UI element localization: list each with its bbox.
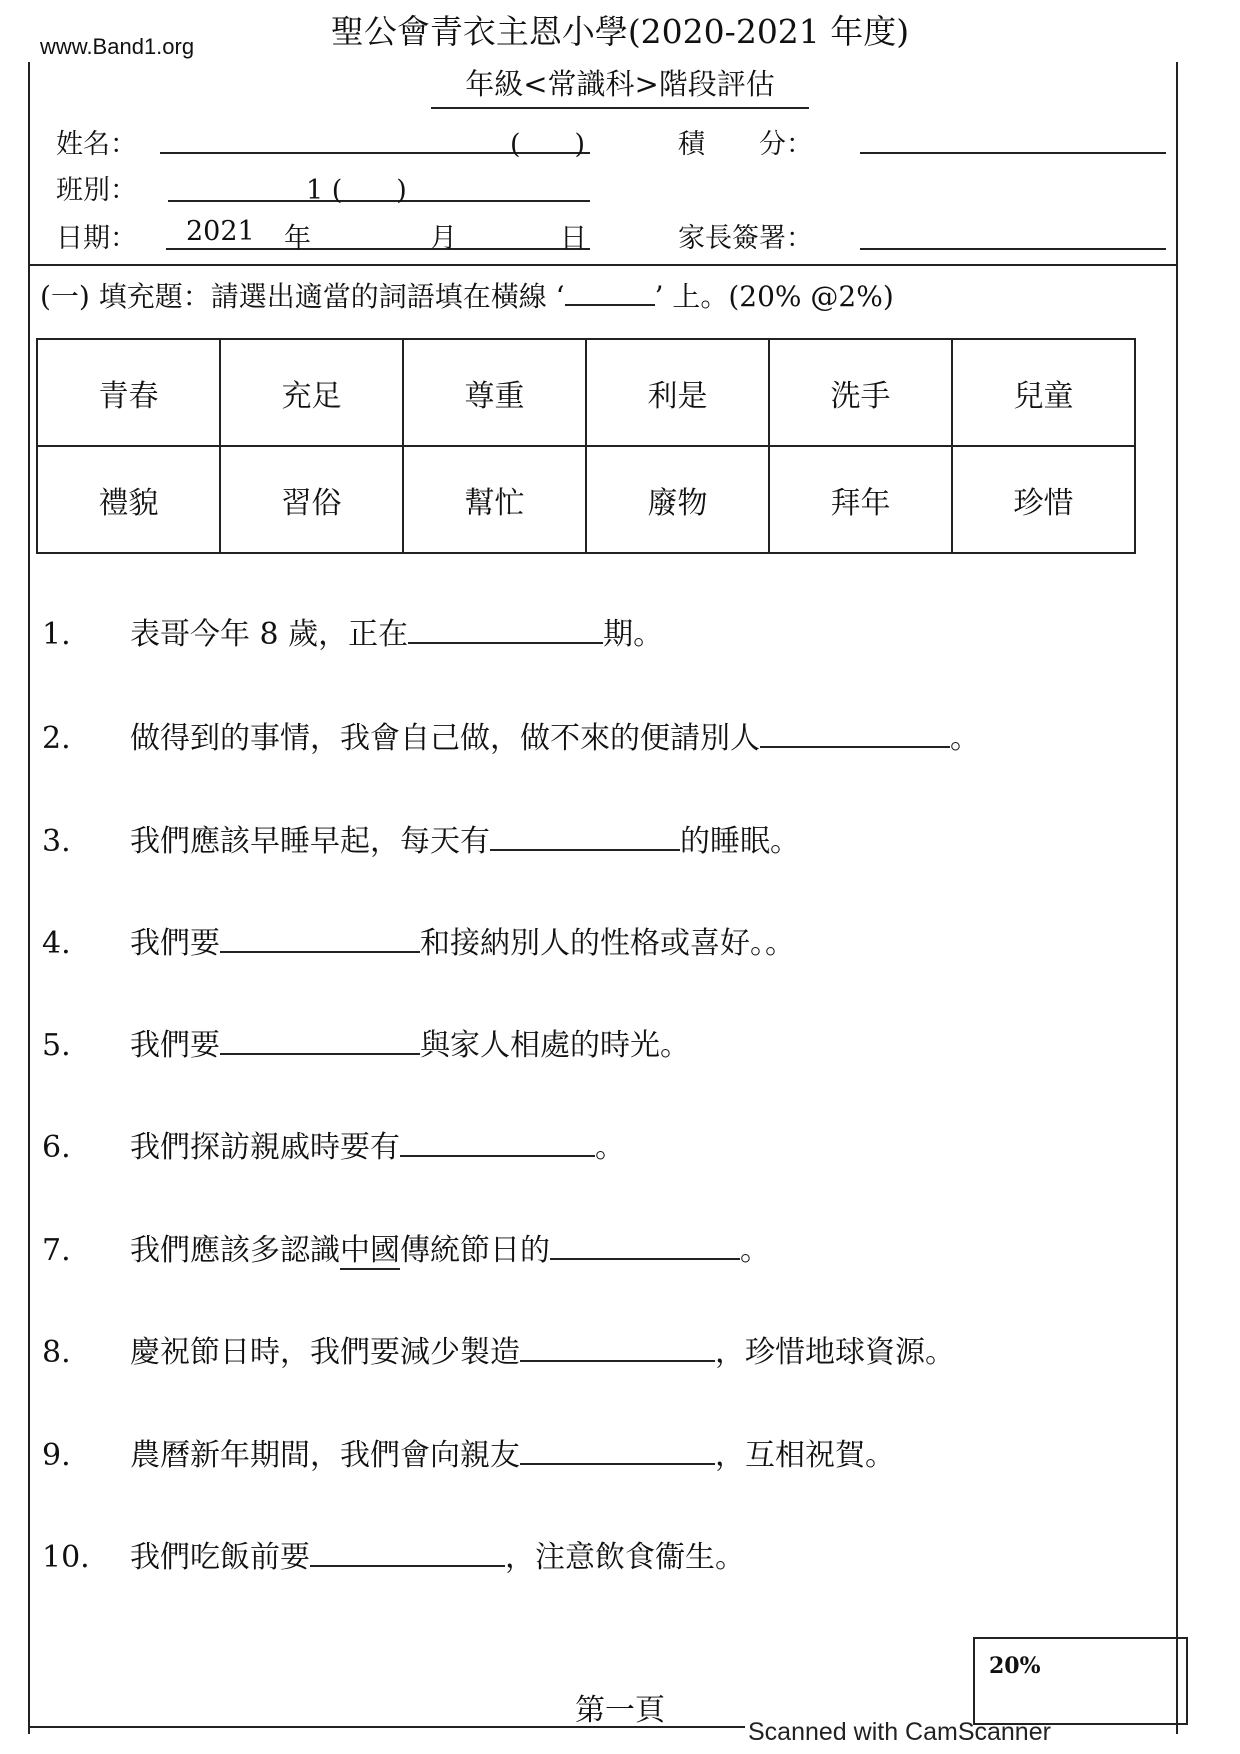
question-number: 7. bbox=[42, 1233, 71, 1268]
question-number: 2. bbox=[42, 721, 71, 756]
date-label: 日期： bbox=[56, 223, 137, 254]
name-number-paren: ( ) bbox=[510, 129, 586, 160]
question-number: 9. bbox=[42, 1438, 71, 1473]
answer-blank[interactable] bbox=[220, 925, 420, 953]
answer-blank[interactable] bbox=[220, 1027, 420, 1055]
word-bank-cell: 尊重 bbox=[403, 339, 586, 446]
word-bank-cell: 青春 bbox=[37, 339, 220, 446]
score-field[interactable] bbox=[860, 126, 1166, 154]
question-text: 我們應該早睡早起，每天有 bbox=[130, 824, 490, 859]
date-year-unit: 年 bbox=[284, 223, 311, 254]
scanner-watermark: Scanned with CamScanner bbox=[748, 1718, 1051, 1746]
question-text-after: 。 bbox=[740, 1233, 770, 1268]
word-bank-table bbox=[36, 338, 1136, 554]
underlined-proper-noun: 中國 bbox=[340, 1233, 400, 1268]
question-text-after: 。 bbox=[950, 721, 980, 756]
question-text-after: ，互相祝賀。 bbox=[715, 1438, 895, 1473]
word-bank-cell: 幫忙 bbox=[403, 446, 586, 553]
question-9 bbox=[42, 1430, 895, 1474]
question-number: 5. bbox=[42, 1028, 71, 1063]
date-year: 2021 bbox=[186, 216, 255, 247]
question-number: 3. bbox=[42, 824, 71, 859]
instruction-blank-sample bbox=[565, 282, 655, 306]
class-value: 1 ( ) bbox=[306, 175, 407, 206]
class-label: 班別： bbox=[56, 175, 137, 206]
word-bank-cell: 充足 bbox=[220, 339, 403, 446]
question-text: 表哥今年 8 歲，正在 bbox=[130, 617, 409, 652]
answer-blank[interactable] bbox=[520, 1437, 715, 1465]
question-5 bbox=[42, 1020, 690, 1064]
watermark-text: www.Band1.org bbox=[40, 34, 195, 59]
answer-blank[interactable] bbox=[408, 616, 603, 644]
instruction-text-end: ’ 上。(20% @2%) bbox=[654, 280, 894, 313]
question-number: 1. bbox=[42, 617, 71, 652]
question-number: 10. bbox=[42, 1540, 90, 1575]
word-bank-cell: 習俗 bbox=[220, 446, 403, 553]
parent-signature-label: 家長簽署： bbox=[678, 223, 813, 254]
word-bank-cell: 禮貌 bbox=[37, 446, 220, 553]
question-text: 慶祝節日時，我們要減少製造 bbox=[130, 1335, 520, 1370]
question-text: 我們探訪親戚時要有 bbox=[130, 1130, 400, 1165]
word-bank-cell: 利是 bbox=[586, 339, 769, 446]
answer-blank[interactable] bbox=[550, 1232, 740, 1260]
answer-blank[interactable] bbox=[520, 1334, 715, 1362]
word-bank-cell: 洗手 bbox=[769, 339, 952, 446]
instruction-text-start: (一) 填充題：請選出適當的詞語填在橫線 ‘ bbox=[40, 280, 565, 313]
question-text: 我們吃飯前要 bbox=[130, 1540, 310, 1575]
date-day-unit: 日 bbox=[560, 223, 587, 254]
section-instruction bbox=[40, 275, 894, 315]
question-3 bbox=[42, 816, 800, 860]
score-label: 積 分： bbox=[678, 129, 813, 160]
question-number: 4. bbox=[42, 926, 71, 961]
question-10 bbox=[42, 1532, 745, 1576]
question-text-after: 期。 bbox=[603, 617, 664, 652]
question-6 bbox=[42, 1122, 625, 1166]
footer-line bbox=[30, 1726, 745, 1728]
word-bank-row bbox=[37, 339, 1135, 446]
word-bank-cell: 廢物 bbox=[586, 446, 769, 553]
header-divider bbox=[28, 264, 1178, 266]
question-text: 我們要 bbox=[130, 1028, 220, 1063]
answer-blank[interactable] bbox=[760, 720, 950, 748]
word-bank-cell: 兒童 bbox=[952, 339, 1135, 446]
question-text-after: ，注意飲食衞生。 bbox=[505, 1540, 745, 1575]
question-text: 我們要 bbox=[130, 926, 220, 961]
parent-signature-field[interactable] bbox=[860, 220, 1166, 250]
question-1 bbox=[42, 609, 663, 653]
question-2 bbox=[42, 713, 980, 757]
date-month-unit: 月 bbox=[430, 223, 457, 254]
question-text-after: ，珍惜地球資源。 bbox=[715, 1335, 955, 1370]
question-number: 6. bbox=[42, 1130, 71, 1165]
name-label: 姓名： bbox=[56, 129, 137, 160]
section-score-text: 20% bbox=[989, 1653, 1041, 1679]
word-bank-cell: 拜年 bbox=[769, 446, 952, 553]
assessment-subtitle bbox=[0, 62, 1240, 109]
question-text-after: 與家人相處的時光。 bbox=[420, 1028, 690, 1063]
question-text-after: 。 bbox=[595, 1130, 625, 1165]
question-text-after: 和接納別人的性格或喜好。。 bbox=[420, 926, 795, 961]
answer-blank[interactable] bbox=[490, 823, 680, 851]
question-4 bbox=[42, 918, 795, 962]
word-bank-cell: 珍惜 bbox=[952, 446, 1135, 553]
question-number: 8. bbox=[42, 1335, 71, 1370]
question-7 bbox=[42, 1225, 770, 1269]
subtitle-text: 年級<常識科>階段評估 bbox=[431, 62, 809, 109]
page-number: 第一頁 bbox=[575, 1693, 665, 1728]
question-text: 我們應該多認識 bbox=[130, 1233, 340, 1268]
word-bank-row bbox=[37, 446, 1135, 553]
question-text-cont: 傳統節日的 bbox=[400, 1233, 550, 1268]
question-text: 農曆新年期間，我們會向親友 bbox=[130, 1438, 520, 1473]
school-title: 聖公會青衣主恩小學(2020-2021 年度) bbox=[330, 12, 910, 51]
answer-blank[interactable] bbox=[310, 1539, 505, 1567]
question-8 bbox=[42, 1327, 955, 1371]
question-text-after: 的睡眠。 bbox=[680, 824, 800, 859]
question-text: 做得到的事情，我會自己做，做不來的便請別人 bbox=[130, 721, 760, 756]
answer-blank[interactable] bbox=[400, 1129, 595, 1157]
